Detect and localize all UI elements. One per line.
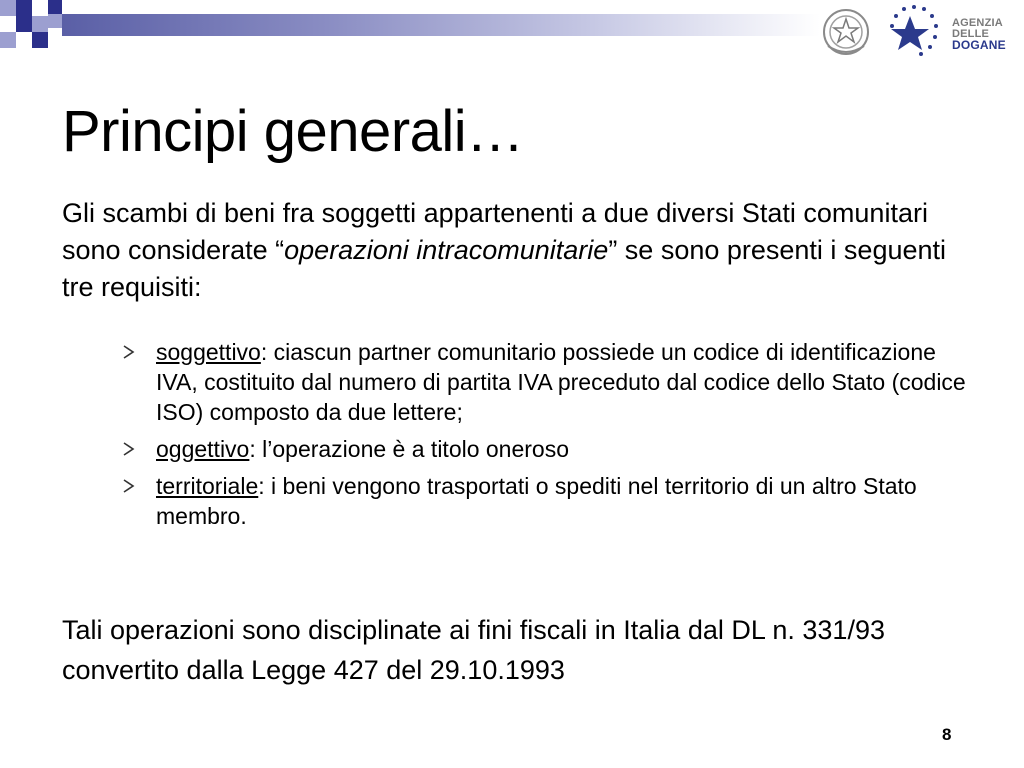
square <box>48 0 62 14</box>
list-item <box>122 434 972 464</box>
square <box>32 16 48 32</box>
agency-name <box>952 18 1006 51</box>
customs-star-icon <box>878 2 950 60</box>
requirements-list <box>122 337 972 538</box>
list-item <box>122 337 972 427</box>
page-number: 8 <box>942 725 952 744</box>
agency-name-line: DOGANE <box>952 38 1006 52</box>
arrow-bullet-icon <box>122 345 136 359</box>
requirement-term: territoriale <box>156 473 259 499</box>
square <box>48 14 62 28</box>
square <box>32 32 48 48</box>
square <box>16 16 32 32</box>
requirement-term: oggettivo <box>156 436 250 462</box>
intro-emphasis: operazioni intracomunitarie <box>284 235 609 265</box>
arrow-bullet-icon <box>122 479 136 493</box>
republic-emblem-icon <box>820 2 872 60</box>
square <box>0 32 16 48</box>
header-decoration <box>0 0 830 52</box>
agency-name-line: AGENZIA <box>952 17 1003 29</box>
arrow-bullet-icon <box>122 442 136 456</box>
square <box>0 0 16 16</box>
square <box>16 0 32 16</box>
closing-paragraph: Tali operazioni sono disciplinate ai fini fiscali in Italia dal DL n. 331/93 convertito dalla Legge 427 del 29.10.1993 <box>62 615 885 685</box>
requirement-text: : l’operazione è a titolo oneroso <box>249 436 570 462</box>
header-gradient-bar <box>62 14 820 36</box>
slide-title: Principi generali… <box>62 99 524 164</box>
list-item <box>122 471 972 531</box>
requirement-term: soggettivo <box>156 339 261 365</box>
requirement-text: : i beni vengono trasportati o spediti nel territorio di un altro Stato membro. <box>156 473 917 529</box>
intro-paragraph <box>62 195 962 306</box>
intro-text: ” se sono presenti i seguenti tre requisiti: <box>62 235 947 302</box>
requirement-text: : ciascun partner comunitario possiede un codice di identificazione IVA, costituito dal numero di partita IVA preceduto dal codice dello Stato (codice ISO) composto da due lettere; <box>156 339 966 425</box>
agency-name-line: DELLE <box>952 28 990 40</box>
intro-text: Gli scambi di beni fra soggetti appartenenti a due diversi Stati comunitari sono considerate “ <box>62 198 928 265</box>
